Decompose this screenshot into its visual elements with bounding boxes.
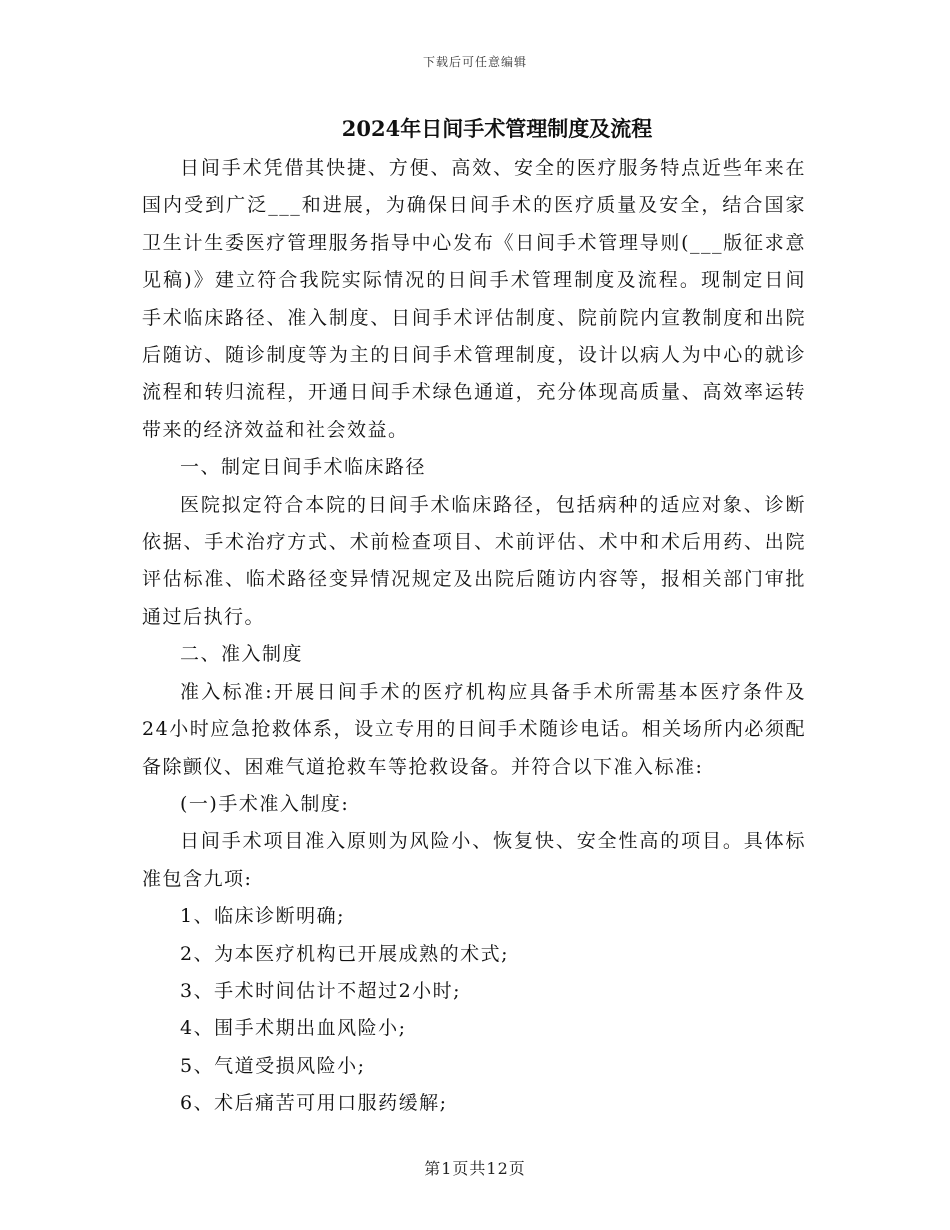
document-title: 2024年日间手术管理制度及流程 [341, 116, 653, 141]
list-item: 5、气道受损风险小; [180, 1054, 366, 1077]
subsection-heading-1: (一)手术准入制度: [180, 792, 350, 815]
list-item: 2、为本医疗机构已开展成熟的术式; [180, 942, 509, 965]
admission-standard-paragraph: 准入标准:开展日间手术的医疗机构应具备手术所需基本医疗条件及24小时应急抢救体系，设立专用的日间手术随诊电话。相关场所内必须配备除颤仪、困难气道抢救车等抢救设备。并符合以下准入标准: [142, 680, 806, 778]
list-item: 3、手术时间估计不超过2小时; [180, 979, 462, 1002]
subsection-1-paragraph: 日间手术项目准入原则为风险小、恢复快、安全性高的项目。具体标准包含九项: [142, 830, 806, 890]
list-item: 1、临床诊断明确; [180, 905, 345, 928]
list-item: 4、围手术期出血风险小; [180, 1017, 407, 1040]
section-1-paragraph: 医院拟定符合本院的日间手术临床路径，包括病种的适应对象、诊断依据、手术治疗方式、术前检查项目、术前评估、术中和术后用药、出院评估标准、临术路径变异情况规定及出院后随访内容等，报相关部门审批通过后执行。 [142, 493, 806, 628]
page-number-footer: 第1页共12页 [424, 1159, 526, 1178]
section-heading-2: 二、准入制度 [180, 643, 304, 666]
header-note: 下载后可任意编辑 [422, 55, 527, 69]
section-heading-1: 一、制定日间手术临床路径 [180, 456, 427, 479]
intro-paragraph: 日间手术凭借其快捷、方便、高效、安全的医疗服务特点近些年来在国内受到广泛___和进展，为确保日间手术的医疗质量及安全，结合国家卫生计生委医疗管理服务指导中心发布《日间手术管理导则(___版征求意见稿)》建立符合我院实际情况的日间手术管理制度及流程。现制定日间手术临床路径、准入制度、日间手术评估制度、院前院内宣教制度和出院后随访、随诊制度等为主的日间手术管理制度，设计以病人为中心的就诊流程和转归流程，开通日间手术绿色通道，充分体现高质量、高效率运转带来的经济效益和社会效益。 [142, 157, 806, 441]
list-item: 6、术后痛苦可用口服药缓解; [180, 1092, 448, 1115]
document-body [142, 150, 806, 1123]
